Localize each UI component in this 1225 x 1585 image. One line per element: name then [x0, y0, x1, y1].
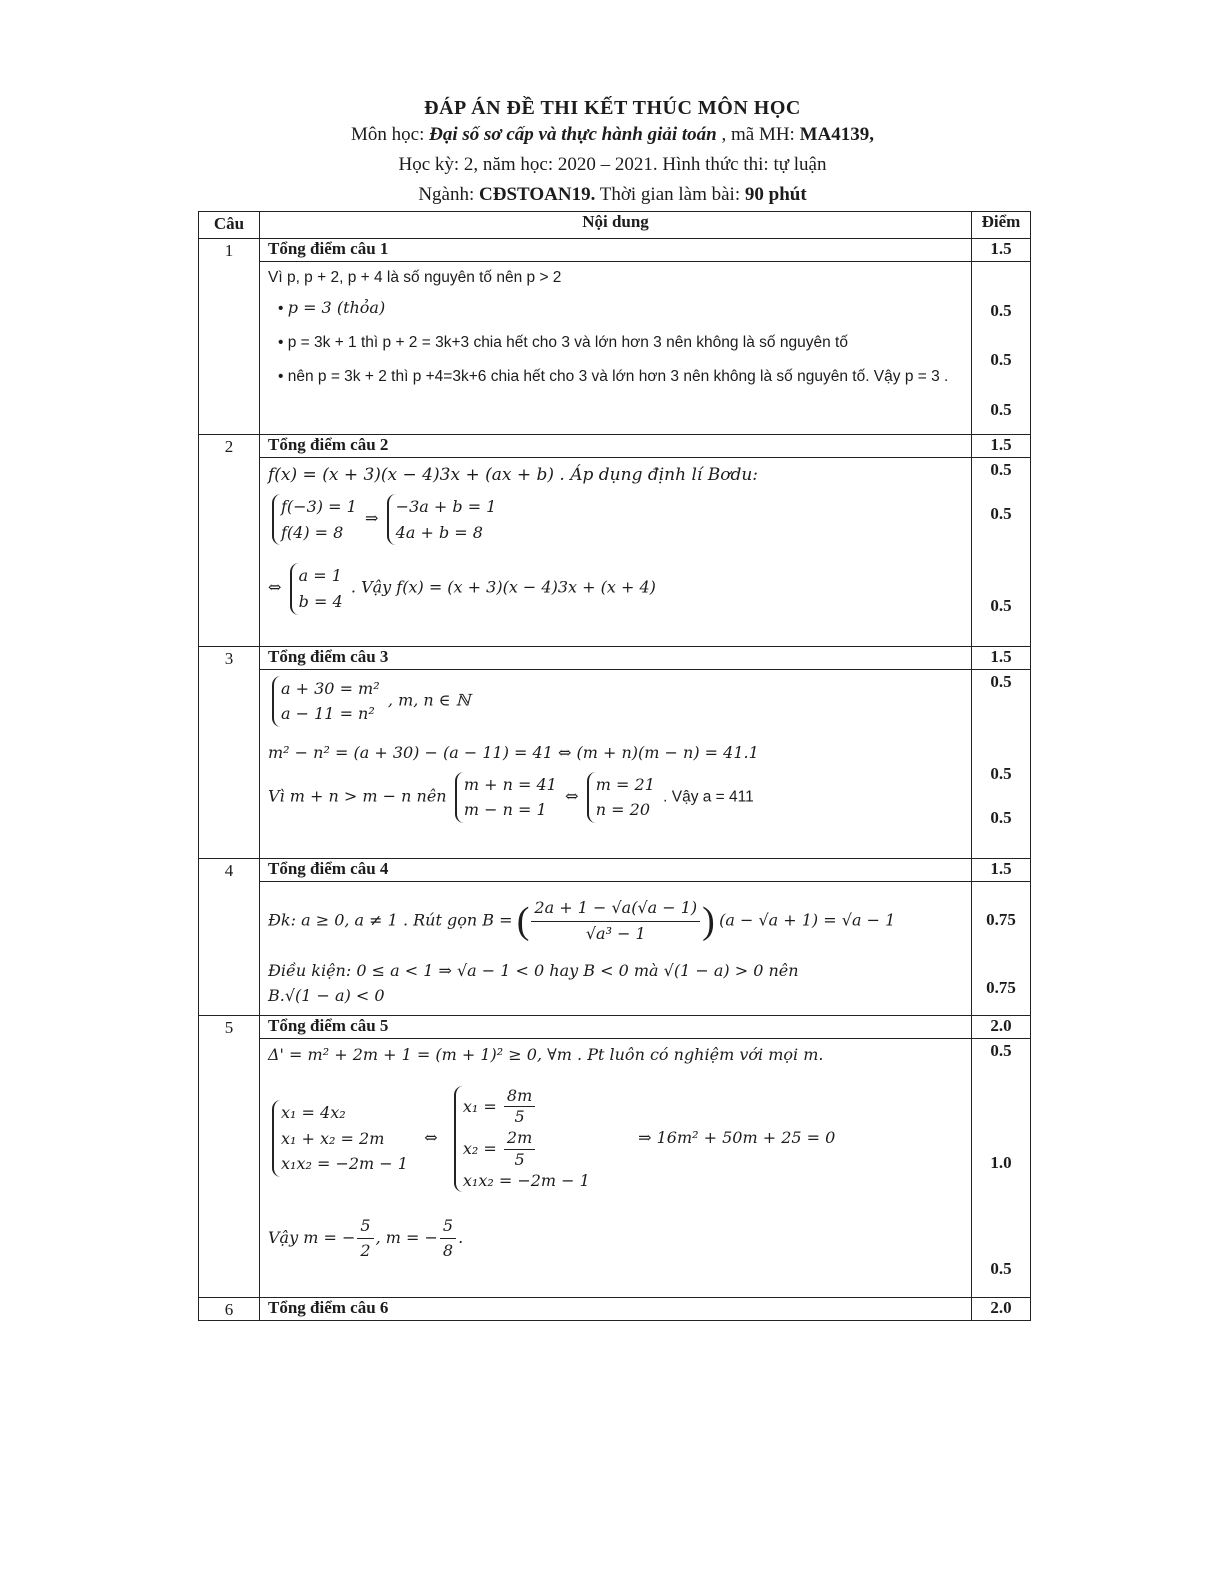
q5-content-row — [199, 1038, 1031, 1297]
subject-name: Đại số sơ cấp và thực hành giải toán — [429, 124, 717, 145]
q4-line-3: B.√(1 − a) < 0 — [268, 985, 385, 1005]
q1-line-1: Vì p, p + 2, p + 4 là số nguyên tố nên p > 2 — [268, 269, 562, 286]
q4-number: 4 — [199, 858, 260, 1015]
q2-content — [260, 457, 972, 646]
major-prefix: Ngành: — [418, 184, 480, 205]
q2-point-1: 0.5 — [990, 459, 1012, 479]
col-content-header: Nội dung — [260, 212, 972, 239]
q2-arrow: ⇒ — [365, 508, 379, 528]
q2-line-1: f(x) = (x + 3)(x − 4)3x + (ax + b) . Áp dụng định lí Bơdu: — [268, 464, 759, 485]
col-points-header: Điểm — [972, 212, 1031, 239]
q3-content — [260, 669, 972, 858]
q1-point-3: 0.5 — [990, 399, 1012, 419]
q2-content-row — [199, 457, 1031, 646]
q1-point-2: 0.5 — [990, 350, 1012, 370]
q3-system-1: a + 30 = m² a − 11 = n² — [272, 676, 380, 727]
q5-total-points: 2.0 — [972, 1015, 1031, 1038]
q3-points — [972, 669, 1031, 858]
time-mid: Thời gian làm bài: — [595, 184, 745, 205]
q6-total-points: 2.0 — [972, 1297, 1031, 1320]
q1-bullet-3: • nên p = 3k + 2 thì p +4=3k+6 chia hết cho 3 và lớn hơn 3 nên không là số nguyên tố. Vậy p = 3 . — [278, 368, 949, 386]
q1-bullet-1: • p = 3 (thỏa) — [278, 298, 386, 318]
q1-bullet-2: • p = 3k + 1 thì p + 2 = 3k+3 chia hết cho 3 và lớn hơn 3 nên không là số nguyên tố — [278, 334, 848, 352]
q4-total-label: Tổng điểm câu 4 — [260, 858, 972, 881]
q3-point-2: 0.5 — [990, 763, 1012, 783]
q5-equiv: ⇔ — [424, 1127, 438, 1147]
q3-cond: Vì m + n > m − n nên — [268, 786, 447, 806]
q1-points — [972, 262, 1031, 435]
subject-line — [0, 124, 1225, 146]
col-question-header: Câu — [199, 212, 260, 239]
q3-total-label: Tổng điểm câu 3 — [260, 646, 972, 669]
q5-line-1: Δ' = m² + 2m + 1 = (m + 1)² ≥ 0, ∀m . Pt luôn có nghiệm với mọi m. — [268, 1044, 824, 1064]
q4-point-1: 0.75 — [986, 909, 1016, 929]
q4-line-1: Đk: a ≥ 0, a ≠ 1 . Rút gọn B = ( $\frac{2a + 1 - √a(√a - 1)}{\text{√a³ − 1}}$ ) (a − √a + 1) = √a − 1 — [268, 892, 963, 951]
q4-simplified: (a − √a + 1) = √a − 1 — [719, 910, 896, 930]
q4-fraction: $\frac{2a + 1 - √a(√a - 1)}{\text{√a³ − 1}}$ — [531, 896, 700, 947]
q1-total-points: 1.5 — [972, 239, 1031, 262]
q2-point-3: 0.5 — [990, 595, 1012, 615]
q2-conclusion: . Vậy f(x) = (x + 3)(x − 4)3x + (x + 4) — [350, 577, 656, 597]
q1-total-row — [199, 239, 1031, 262]
q3-total-row — [199, 646, 1031, 669]
q4-total-points: 1.5 — [972, 858, 1031, 881]
q6-total-row — [199, 1297, 1031, 1320]
q2-number: 2 — [199, 434, 260, 646]
q1-content-row — [199, 262, 1031, 435]
q3-equiv: ⇔ — [565, 786, 579, 806]
q2-total-label: Tổng điểm câu 2 — [260, 434, 972, 457]
q2-total-row — [199, 434, 1031, 457]
q3-conclusion: . Vậy a = 411 — [663, 788, 754, 806]
q5-number: 5 — [199, 1015, 260, 1297]
q4-content-row — [199, 881, 1031, 1015]
q2-system-2: −3a + b = 1 4a + b = 8 — [387, 494, 497, 545]
q4-cond: Đk: a ≥ 0, a ≠ 1 . Rút gọn B = — [268, 910, 513, 930]
q3-number: 3 — [199, 646, 260, 858]
q5-system-line — [268, 1084, 963, 1194]
q2-point-2: 0.5 — [990, 503, 1012, 523]
q1-total-label: Tổng điểm câu 1 — [260, 239, 972, 262]
q2-equiv: ⇔ — [268, 577, 282, 597]
q1-number: 1 — [199, 239, 260, 435]
q4-point-2: 0.75 — [986, 977, 1016, 997]
q3-system-2: m + n = 41 m − n = 1 — [455, 772, 557, 823]
q2-points — [972, 457, 1031, 646]
q1-point-1: 0.5 — [990, 301, 1012, 320]
q5-point-2: 1.0 — [990, 1152, 1012, 1172]
q5-point-1: 0.5 — [990, 1040, 1012, 1060]
q4-line-2: Điều kiện: 0 ≤ a < 1 ⇒ √a − 1 < 0 hay B < 0 mà √(1 − a) > 0 nên — [268, 960, 799, 980]
q3-system-line — [268, 674, 963, 729]
q5-point-3: 0.5 — [990, 1258, 1012, 1278]
subject-prefix: Môn học: — [351, 124, 430, 145]
q4-content — [260, 881, 972, 1015]
q3-set: , m, n ∈ ℕ — [387, 690, 471, 710]
semester-line: Học kỳ: 2, năm học: 2020 – 2021. Hình thức thi: tự luận — [398, 154, 827, 175]
q3-system-3: m = 21 n = 20 — [587, 772, 655, 823]
q3-content-row — [199, 669, 1031, 858]
q4-points — [972, 881, 1031, 1015]
table-header-row — [199, 212, 1031, 239]
q2-total-points: 1.5 — [972, 434, 1031, 457]
major-line — [0, 184, 1225, 206]
subject-code: MA4139, — [799, 124, 874, 145]
subject-mid: , mã MH: — [716, 124, 800, 145]
q3-point-3: 0.5 — [990, 807, 1012, 827]
q3-line-3 — [268, 770, 963, 825]
q1-content — [260, 262, 972, 435]
major-name: CĐSTOAN19. — [479, 184, 596, 205]
q5-total-label: Tổng điểm câu 5 — [260, 1015, 972, 1038]
q6-number: 6 — [199, 1297, 260, 1320]
q5-result: ⇒ 16m² + 50m + 25 = 0 — [638, 1127, 836, 1147]
q2-system-3: a = 1 b = 4 — [290, 563, 343, 614]
q5-points — [972, 1038, 1031, 1297]
q5-system-1: x₁ = 4x₂ x₁ + x₂ = 2m x₁x₂ = −2m − 1 — [272, 1100, 408, 1177]
q4-total-row — [199, 858, 1031, 881]
document-title: ĐÁP ÁN ĐỀ THI KẾT THÚC MÔN HỌC — [424, 97, 801, 119]
q2-system-1: f(−3) = 1 f(4) = 8 — [272, 494, 357, 545]
time-value: 90 phút — [744, 184, 807, 205]
q6-total-label: Tổng điểm câu 6 — [260, 1297, 972, 1320]
q3-point-1: 0.5 — [990, 671, 1012, 691]
q5-content — [260, 1038, 972, 1297]
q3-line-2: m² − n² = (a + 30) − (a − 11) = 41 ⇔ (m + n)(m − n) = 41.1 — [268, 743, 759, 763]
q5-system-2: x₁ = $\frac{8m}{5}$ x₂ = $\frac{2m}{5}$ x₁x₂ = −2m − 1 — [454, 1086, 590, 1192]
q5-total-row — [199, 1015, 1031, 1038]
answer-table — [198, 211, 1031, 1321]
q2-result-line — [268, 561, 963, 616]
q2-system-line — [268, 492, 963, 547]
q5-conclusion: Vậy m = − $\frac{5}{2}$ , m = − $\frac{5}{8}$ . — [268, 1215, 464, 1261]
q3-total-points: 1.5 — [972, 646, 1031, 669]
